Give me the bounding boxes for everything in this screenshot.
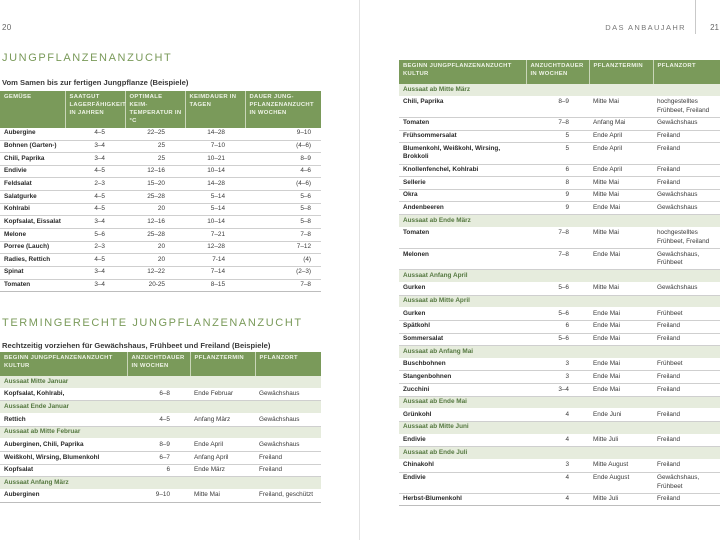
planting-location: Gewächshaus <box>255 414 321 427</box>
crop-name: Sellerie <box>399 177 526 190</box>
planting-date: Mitte Mai <box>589 177 653 190</box>
table-row <box>0 279 321 292</box>
seedling-duration-weeks: (2–3) <box>245 266 321 279</box>
planting-date: Ende Mai <box>589 320 653 333</box>
germination-temperature: 25 <box>125 140 185 153</box>
col-header-weeks: ANZUCHTDAUER IN WOCHEN <box>526 60 589 84</box>
table-row <box>0 254 321 267</box>
cultivation-weeks: 7–8 <box>526 249 589 270</box>
cultivation-weeks: 4 <box>526 493 589 506</box>
seedling-duration-weeks: 7–8 <box>245 279 321 292</box>
germination-temperature: 25–28 <box>125 191 185 204</box>
sowing-period-label: Aussaat ab Ende Juli <box>399 447 720 460</box>
germination-days: 7-14 <box>185 254 245 267</box>
vegetable-name: Chili, Paprika <box>0 153 65 166</box>
crop-name: Tomaten <box>399 227 526 248</box>
cultivation-weeks: 6–8 <box>127 388 190 401</box>
schedule-table-right <box>399 60 720 506</box>
crop-name: Weißkohl, Wirsing, Blumenkohl <box>0 452 127 465</box>
seed-storage-years: 4–5 <box>65 128 125 140</box>
col-header-location: PFLANZORT <box>653 60 720 84</box>
table-row <box>0 414 321 427</box>
crop-name: Endivie <box>399 434 526 447</box>
planting-date: Anfang April <box>190 452 255 465</box>
group-row <box>399 215 720 228</box>
col-header-planting-date: PFLANZTERMIN <box>589 60 653 84</box>
germination-temperature: 22–25 <box>125 128 185 140</box>
table-row <box>399 434 720 447</box>
section-subtitle-1: Vom Samen bis zur fertigen Jungpflanze (Beispiele) <box>2 78 189 87</box>
cultivation-weeks: 8–9 <box>127 439 190 452</box>
planting-date: Anfang März <box>190 414 255 427</box>
germination-days: 8–15 <box>185 279 245 292</box>
planting-date: Mitte August <box>589 459 653 472</box>
group-row <box>0 376 321 388</box>
crop-name: Chinakohl <box>399 459 526 472</box>
col-header-location: PFLANZORT <box>255 352 321 376</box>
planting-location: hochgestelltes Frühbeet, Freiland <box>653 96 720 117</box>
group-row <box>399 84 720 96</box>
cultivation-weeks: 6–7 <box>127 452 190 465</box>
germination-temperature: 12–16 <box>125 216 185 229</box>
cultivation-weeks: 3 <box>526 358 589 371</box>
table-row <box>0 153 321 166</box>
table-row <box>0 388 321 401</box>
table-row <box>0 216 321 229</box>
running-head: DAS ANBAUJAHR <box>605 23 686 32</box>
table-row <box>399 371 720 384</box>
seed-storage-years: 2–3 <box>65 241 125 254</box>
planting-date: Mitte Mai <box>589 189 653 202</box>
cultivation-weeks: 5–6 <box>526 333 589 346</box>
planting-location: Gewächshaus <box>653 189 720 202</box>
planting-date: Mitte Juli <box>589 434 653 447</box>
table-row <box>399 308 720 321</box>
planting-location: Freiland, geschützt <box>255 489 321 502</box>
page-number-right: 21 <box>710 23 719 32</box>
vegetable-name: Aubergine <box>0 128 65 140</box>
col-header-germination: KEIMDAUER IN TAGEN <box>185 91 245 128</box>
cultivation-weeks: 4 <box>526 472 589 493</box>
seedling-duration-weeks: (4–6) <box>245 140 321 153</box>
planting-location: Freiland <box>653 434 720 447</box>
table-row <box>399 459 720 472</box>
col-header-temperature: OPTIMALE KEIM-TEMPERATUR IN °C <box>125 91 185 128</box>
planting-location: Gewächshaus <box>653 117 720 130</box>
planting-location: Frühbeet <box>653 308 720 321</box>
seed-storage-years: 5–6 <box>65 229 125 242</box>
table-row <box>399 189 720 202</box>
planting-location: Gewächshaus, Frühbeet <box>653 472 720 493</box>
crop-name: Auberginen, Chili, Paprika <box>0 439 127 452</box>
group-row <box>399 396 720 409</box>
table-row <box>399 493 720 506</box>
planting-location: Freiland <box>653 130 720 143</box>
planting-date: Ende Mai <box>589 308 653 321</box>
crop-name: Spätkohl <box>399 320 526 333</box>
table-row <box>399 333 720 346</box>
germination-temperature: 20 <box>125 254 185 267</box>
cultivation-weeks: 4 <box>526 434 589 447</box>
col-header-kultur: BEGINN JUNGPFLANZENANZUCHT KULTUR <box>0 352 127 376</box>
table-row <box>399 472 720 493</box>
vegetable-name: Kopfsalat, Eissalat <box>0 216 65 229</box>
sowing-period-label: Aussaat ab Mitte Juni <box>399 421 720 434</box>
sowing-period-label: Aussaat ab Ende Mai <box>399 396 720 409</box>
vegetable-name: Tomaten <box>0 279 65 292</box>
crop-name: Kopfsalat, Kohlrabi, <box>0 388 127 401</box>
germination-temperature: 25 <box>125 153 185 166</box>
cultivation-weeks: 3–4 <box>526 384 589 397</box>
crop-name: Blumenkohl, Weißkohl, Wirsing, Brokkoli <box>399 143 526 164</box>
table-row <box>399 384 720 397</box>
planting-location: Gewächshaus <box>653 282 720 295</box>
crop-name: Auberginen <box>0 489 127 502</box>
germination-days: 7–21 <box>185 229 245 242</box>
sowing-period-label: Aussaat Mitte Januar <box>0 376 321 388</box>
crop-name: Gurken <box>399 308 526 321</box>
col-header-duration: DAUER JUNG-PFLANZENANZUCHT IN WOCHEN <box>245 91 321 128</box>
table-row <box>0 241 321 254</box>
table-row <box>0 464 321 477</box>
cultivation-weeks: 5 <box>526 130 589 143</box>
planting-date: Ende April <box>190 439 255 452</box>
planting-location: Freiland <box>653 409 720 422</box>
planting-date: Ende März <box>190 464 255 477</box>
germination-days: 10–14 <box>185 165 245 178</box>
col-header-kultur: BEGINN JUNGPFLANZENANZUCHT KULTUR <box>399 60 526 84</box>
col-header-weeks: ANZUCHTDAUER IN WOCHEN <box>127 352 190 376</box>
group-row <box>399 270 720 283</box>
planting-location: Freiland <box>653 164 720 177</box>
germination-temperature: 15–20 <box>125 178 185 191</box>
page-number-left: 20 <box>2 23 12 32</box>
vegetable-name: Salatgurke <box>0 191 65 204</box>
sowing-period-label: Aussaat ab Mitte Februar <box>0 426 321 439</box>
section-title-termingerechte: TERMINGERECHTE JUNGPFLANZENANZUCHT <box>2 317 303 329</box>
table-row <box>399 202 720 215</box>
sowing-period-label: Aussaat Ende Januar <box>0 401 321 414</box>
seedling-duration-weeks: 8–9 <box>245 153 321 166</box>
seed-storage-years: 2–3 <box>65 178 125 191</box>
planting-location: Freiland <box>255 452 321 465</box>
group-row <box>399 447 720 460</box>
planting-date: Ende April <box>589 143 653 164</box>
vegetable-name: Kohlrabi <box>0 203 65 216</box>
table-row <box>0 191 321 204</box>
sowing-period-label: Aussaat ab Mitte April <box>399 295 720 308</box>
planting-location: Freiland <box>255 464 321 477</box>
seedling-duration-weeks: 7–12 <box>245 241 321 254</box>
germination-temperature: 20-25 <box>125 279 185 292</box>
vegetable-name: Porree (Lauch) <box>0 241 65 254</box>
table-row <box>399 249 720 270</box>
table-row <box>0 128 321 140</box>
table-row <box>0 452 321 465</box>
seedling-duration-weeks: 5–8 <box>245 216 321 229</box>
planting-date: Ende April <box>589 130 653 143</box>
planting-date: Ende Mai <box>589 202 653 215</box>
germination-days: 14–28 <box>185 128 245 140</box>
sowing-period-label: Aussaat ab Anfang Mai <box>399 346 720 359</box>
planting-location: Gewächshaus <box>653 202 720 215</box>
sowing-period-label: Aussaat Anfang April <box>399 270 720 283</box>
crop-name: Andenbeeren <box>399 202 526 215</box>
seedling-duration-weeks: 4–6 <box>245 165 321 178</box>
group-row <box>0 401 321 414</box>
sowing-period-label: Aussaat ab Mitte März <box>399 84 720 96</box>
crop-name: Sommersalat <box>399 333 526 346</box>
planting-date: Mitte Mai <box>190 489 255 502</box>
planting-date: Anfang Mai <box>589 117 653 130</box>
planting-date: Ende Mai <box>589 333 653 346</box>
col-header-gemuese: GEMÜSE <box>0 91 65 128</box>
seedling-duration-weeks: 9–10 <box>245 128 321 140</box>
table-row <box>399 320 720 333</box>
table-header <box>0 352 321 376</box>
germination-temperature: 20 <box>125 203 185 216</box>
table-row <box>0 229 321 242</box>
planting-date: Mitte Mai <box>589 227 653 248</box>
crop-name: Grünkohl <box>399 409 526 422</box>
cultivation-weeks: 8 <box>526 177 589 190</box>
cultivation-weeks: 6 <box>526 320 589 333</box>
table-row <box>0 140 321 153</box>
planting-date: Mitte Juli <box>589 493 653 506</box>
vegetable-name: Melone <box>0 229 65 242</box>
crop-name: Gurken <box>399 282 526 295</box>
planting-date: Ende Mai <box>589 249 653 270</box>
cultivation-weeks: 4 <box>526 409 589 422</box>
germination-days: 5–14 <box>185 191 245 204</box>
table-header <box>0 91 321 128</box>
table-row <box>0 178 321 191</box>
crop-name: Herbst-Blumenkohl <box>399 493 526 506</box>
crop-name: Rettich <box>0 414 127 427</box>
cultivation-weeks: 5–6 <box>526 282 589 295</box>
planting-location: Freiland <box>653 177 720 190</box>
table-row <box>399 282 720 295</box>
germination-temperature: 25–28 <box>125 229 185 242</box>
seedling-duration-weeks: 5–8 <box>245 203 321 216</box>
crop-name: Chili, Paprika <box>399 96 526 117</box>
crop-name: Stangenbohnen <box>399 371 526 384</box>
cultivation-weeks: 9 <box>526 202 589 215</box>
section-title-jungpflanzenanzucht: JUNGPFLANZENANZUCHT <box>2 52 173 64</box>
schedule-table-left <box>0 352 321 503</box>
col-header-storage: SAATGUT LAGERFÄHIGKEIT IN JAHREN <box>65 91 125 128</box>
seed-storage-years: 4–5 <box>65 203 125 216</box>
planting-date: Ende Juni <box>589 409 653 422</box>
planting-date: Mitte Mai <box>589 96 653 117</box>
cultivation-weeks: 3 <box>526 459 589 472</box>
seed-storage-years: 4–5 <box>65 191 125 204</box>
col-header-planting-date: PFLANZTERMIN <box>190 352 255 376</box>
planting-date: Ende April <box>589 164 653 177</box>
table-row <box>0 266 321 279</box>
seed-to-seedling-table <box>0 91 321 292</box>
seedling-duration-weeks: (4–6) <box>245 178 321 191</box>
table-row <box>399 177 720 190</box>
planting-date: Ende Mai <box>589 384 653 397</box>
planting-date: Ende Februar <box>190 388 255 401</box>
cultivation-weeks: 9 <box>526 189 589 202</box>
group-row <box>399 421 720 434</box>
vegetable-name: Spinat <box>0 266 65 279</box>
germination-days: 14–28 <box>185 178 245 191</box>
vegetable-name: Radies, Rettich <box>0 254 65 267</box>
germination-days: 10–21 <box>185 153 245 166</box>
planting-location: Freiland <box>653 459 720 472</box>
germination-temperature: 12–22 <box>125 266 185 279</box>
planting-location: Freiland <box>653 333 720 346</box>
cultivation-weeks: 5 <box>526 143 589 164</box>
seed-storage-years: 3–4 <box>65 216 125 229</box>
crop-name: Okra <box>399 189 526 202</box>
table-row <box>399 96 720 117</box>
table-row <box>0 439 321 452</box>
seed-storage-years: 3–4 <box>65 266 125 279</box>
table-row <box>399 117 720 130</box>
germination-days: 7–14 <box>185 266 245 279</box>
germination-temperature: 12–16 <box>125 165 185 178</box>
group-row <box>0 477 321 490</box>
group-row <box>399 346 720 359</box>
planting-location: Freiland <box>653 493 720 506</box>
cultivation-weeks: 7–8 <box>526 227 589 248</box>
table-row <box>399 358 720 371</box>
germination-temperature: 20 <box>125 241 185 254</box>
table-row <box>399 227 720 248</box>
table-row <box>0 489 321 502</box>
seedling-duration-weeks: 7–8 <box>245 229 321 242</box>
planting-location: Freiland <box>653 384 720 397</box>
running-head-rule <box>695 0 696 34</box>
seed-storage-years: 3–4 <box>65 140 125 153</box>
crop-name: Frühsommersalat <box>399 130 526 143</box>
crop-name: Buschbohnen <box>399 358 526 371</box>
vegetable-name: Bohnen (Garten-) <box>0 140 65 153</box>
planting-date: Ende August <box>589 472 653 493</box>
planting-location: Gewächshaus <box>255 388 321 401</box>
seed-storage-years: 4–5 <box>65 254 125 267</box>
seedling-duration-weeks: (4) <box>245 254 321 267</box>
crop-name: Kopfsalat <box>0 464 127 477</box>
group-row <box>0 426 321 439</box>
cultivation-weeks: 6 <box>127 464 190 477</box>
planting-location: hochgestelltes Frühbeet, Freiland <box>653 227 720 248</box>
cultivation-weeks: 4–5 <box>127 414 190 427</box>
planting-location: Gewächshaus <box>255 439 321 452</box>
planting-location: Freiland <box>653 143 720 164</box>
planting-location: Gewächshaus, Frühbeet <box>653 249 720 270</box>
cultivation-weeks: 6 <box>526 164 589 177</box>
seed-storage-years: 4–5 <box>65 165 125 178</box>
germination-days: 12–28 <box>185 241 245 254</box>
crop-name: Melonen <box>399 249 526 270</box>
cultivation-weeks: 5–6 <box>526 308 589 321</box>
cultivation-weeks: 8–9 <box>526 96 589 117</box>
planting-location: Freiland <box>653 371 720 384</box>
planting-date: Mitte Mai <box>589 282 653 295</box>
crop-name: Zucchini <box>399 384 526 397</box>
germination-days: 7–10 <box>185 140 245 153</box>
seed-storage-years: 3–4 <box>65 279 125 292</box>
group-row <box>399 295 720 308</box>
cultivation-weeks: 3 <box>526 371 589 384</box>
vegetable-name: Endivie <box>0 165 65 178</box>
cultivation-weeks: 7–8 <box>526 117 589 130</box>
table-row <box>0 203 321 216</box>
planting-location: Frühbeet <box>653 358 720 371</box>
germination-days: 10–14 <box>185 216 245 229</box>
cultivation-weeks: 9–10 <box>127 489 190 502</box>
vegetable-name: Feldsalat <box>0 178 65 191</box>
planting-date: Ende Mai <box>589 371 653 384</box>
sowing-period-label: Aussaat Anfang März <box>0 477 321 490</box>
crop-name: Endivie <box>399 472 526 493</box>
table-row <box>399 143 720 164</box>
crop-name: Knollenfenchel, Kohlrabi <box>399 164 526 177</box>
planting-date: Ende Mai <box>589 358 653 371</box>
table-row <box>399 164 720 177</box>
sowing-period-label: Aussaat ab Ende März <box>399 215 720 228</box>
table-row <box>399 130 720 143</box>
crop-name: Tomaten <box>399 117 526 130</box>
seedling-duration-weeks: 5–6 <box>245 191 321 204</box>
section-subtitle-2: Rechtzeitig vorziehen für Gewächshaus, Frühbeet und Freiland (Beispiele) <box>2 341 271 350</box>
seed-storage-years: 3–4 <box>65 153 125 166</box>
table-row <box>399 409 720 422</box>
germination-days: 5–14 <box>185 203 245 216</box>
table-header <box>399 60 720 84</box>
planting-location: Freiland <box>653 320 720 333</box>
table-row <box>0 165 321 178</box>
